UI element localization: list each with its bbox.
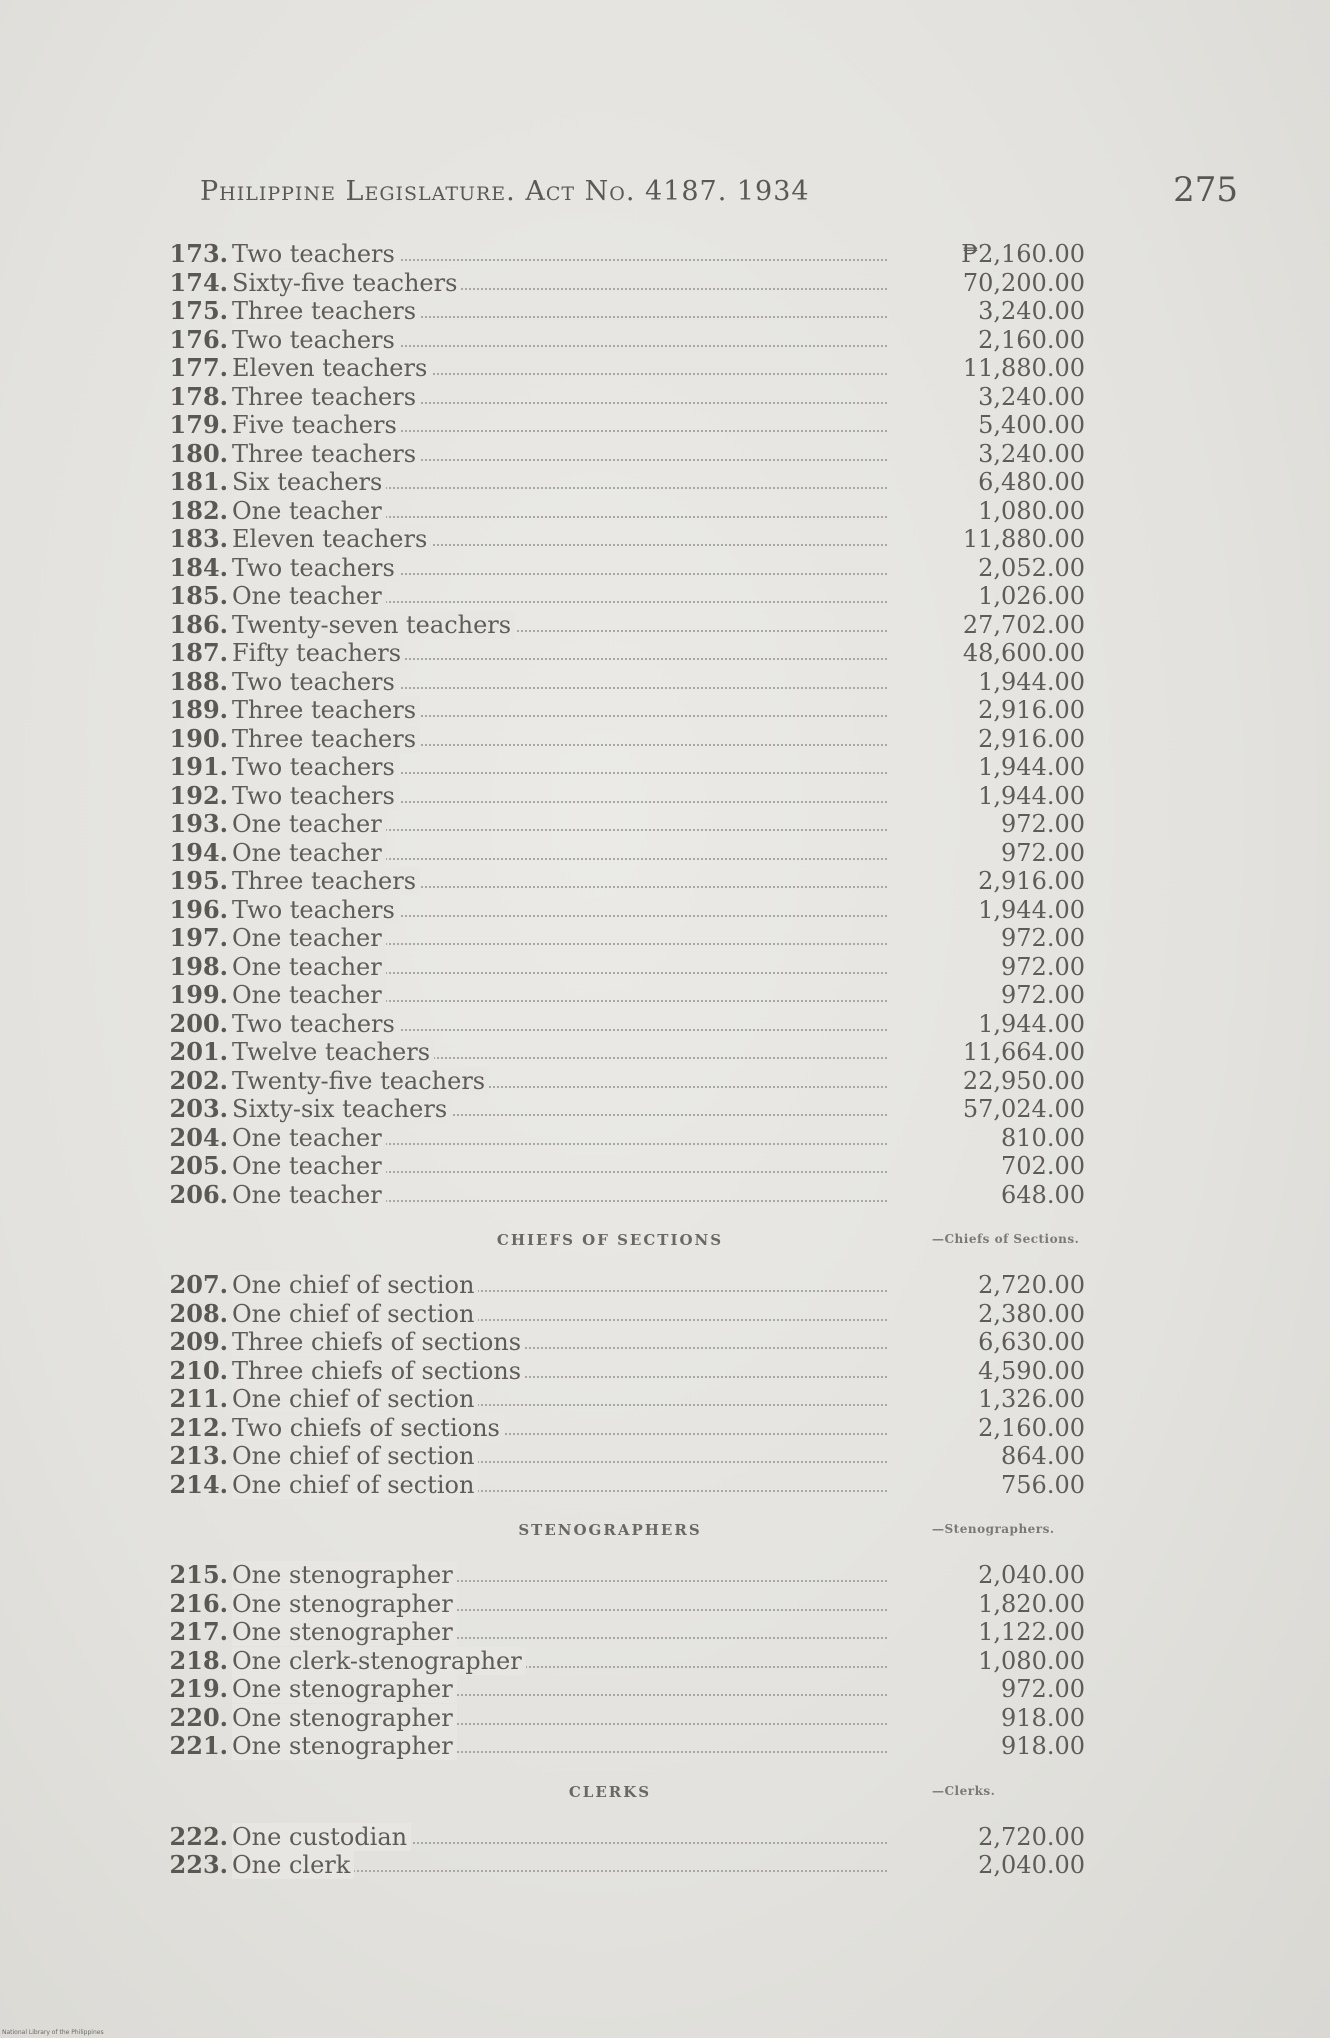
marginal-note: —Clerks. bbox=[932, 1783, 996, 1798]
item-amount: ₱2,160.00 bbox=[961, 240, 1085, 268]
item-description bbox=[232, 1471, 478, 1499]
item-description-text: Sixty-five teachers bbox=[232, 269, 461, 297]
item-description bbox=[232, 1442, 478, 1470]
item-number: 216. bbox=[169, 1589, 228, 1618]
item-description-text: One teacher bbox=[232, 1152, 386, 1180]
item-amount: 972.00 bbox=[1001, 1675, 1085, 1703]
item-amount: 3,240.00 bbox=[978, 383, 1085, 411]
item-description-text: Three teachers bbox=[232, 696, 420, 724]
footer-note: National Library of the Philippines bbox=[2, 2029, 104, 2036]
item-description bbox=[232, 582, 386, 610]
item-number: 186. bbox=[169, 610, 228, 639]
appropriation-row bbox=[160, 1327, 1085, 1356]
item-description-text: One teacher bbox=[232, 953, 386, 981]
item-amount: 11,664.00 bbox=[962, 1038, 1085, 1066]
appropriation-row bbox=[160, 980, 1085, 1009]
item-description-text: One teacher bbox=[232, 810, 386, 838]
item-number: 205. bbox=[169, 1151, 228, 1180]
appropriation-row bbox=[160, 1270, 1085, 1299]
appropriation-row bbox=[160, 923, 1085, 952]
item-amount: 2,052.00 bbox=[978, 554, 1085, 582]
item-number: 181. bbox=[169, 467, 228, 496]
item-amount: 1,944.00 bbox=[978, 753, 1085, 781]
appropriation-row bbox=[160, 1037, 1085, 1066]
item-amount: 57,024.00 bbox=[962, 1095, 1085, 1123]
appropriation-row bbox=[160, 467, 1085, 496]
item-description bbox=[232, 411, 401, 439]
item-number: 207. bbox=[169, 1270, 228, 1299]
item-amount: 756.00 bbox=[1001, 1471, 1085, 1499]
item-number: 185. bbox=[169, 581, 228, 610]
item-description bbox=[232, 554, 399, 582]
item-amount: 3,240.00 bbox=[978, 297, 1085, 325]
item-amount: 972.00 bbox=[1001, 810, 1085, 838]
appropriation-row bbox=[160, 1850, 1085, 1879]
item-description bbox=[232, 1357, 525, 1385]
item-description-text: Two teachers bbox=[232, 240, 399, 268]
item-description bbox=[232, 1038, 434, 1066]
item-amount: 5,400.00 bbox=[978, 411, 1085, 439]
item-number: 197. bbox=[169, 923, 228, 952]
appropriation-row bbox=[160, 581, 1085, 610]
item-description bbox=[232, 611, 515, 639]
item-description bbox=[232, 839, 386, 867]
item-description-text: One clerk bbox=[232, 1851, 354, 1879]
item-number: 202. bbox=[169, 1066, 228, 1095]
item-description-text: Two teachers bbox=[232, 326, 399, 354]
item-description-text: Three chiefs of sections bbox=[232, 1328, 525, 1356]
item-description bbox=[232, 1561, 457, 1589]
item-description-text: One teacher bbox=[232, 497, 386, 525]
item-amount: 810.00 bbox=[1001, 1124, 1085, 1152]
item-number: 183. bbox=[169, 524, 228, 553]
appropriation-row bbox=[160, 1123, 1085, 1152]
item-amount: 1,326.00 bbox=[978, 1385, 1085, 1413]
item-description bbox=[232, 1271, 478, 1299]
item-amount: 70,200.00 bbox=[962, 269, 1085, 297]
appropriation-row bbox=[160, 1703, 1085, 1732]
page-number: 275 bbox=[1173, 170, 1238, 210]
item-number: 223. bbox=[169, 1850, 228, 1879]
item-description bbox=[232, 1181, 386, 1209]
item-description-text: One chief of section bbox=[232, 1471, 478, 1499]
item-amount: 1,944.00 bbox=[978, 896, 1085, 924]
item-amount: 864.00 bbox=[1001, 1442, 1085, 1470]
appropriation-row bbox=[160, 895, 1085, 924]
item-description-text: Six teachers bbox=[232, 468, 386, 496]
appropriation-row bbox=[160, 1617, 1085, 1646]
item-description-text: Three teachers bbox=[232, 867, 420, 895]
item-description-text: Two teachers bbox=[232, 753, 399, 781]
item-description-text: Twelve teachers bbox=[232, 1038, 434, 1066]
item-amount: 11,880.00 bbox=[962, 525, 1085, 553]
appropriation-row bbox=[160, 353, 1085, 382]
appropriation-row bbox=[160, 1589, 1085, 1618]
item-description bbox=[232, 953, 386, 981]
item-description-text: Two chiefs of sections bbox=[232, 1414, 504, 1442]
item-number: 187. bbox=[169, 638, 228, 667]
item-number: 188. bbox=[169, 667, 228, 696]
item-description bbox=[232, 354, 431, 382]
item-amount: 48,600.00 bbox=[962, 639, 1085, 667]
item-description-text: One clerk-stenographer bbox=[232, 1647, 526, 1675]
item-number: 194. bbox=[169, 838, 228, 867]
item-amount: 918.00 bbox=[1001, 1704, 1085, 1732]
item-amount: 2,916.00 bbox=[978, 696, 1085, 724]
item-description bbox=[232, 1704, 457, 1732]
appropriation-row bbox=[160, 781, 1085, 810]
appropriation-row bbox=[160, 1470, 1085, 1499]
appropriation-row bbox=[160, 1413, 1085, 1442]
appropriation-row bbox=[160, 1441, 1085, 1470]
item-description bbox=[232, 1414, 504, 1442]
item-amount: 2,916.00 bbox=[978, 867, 1085, 895]
item-number: 204. bbox=[169, 1123, 228, 1152]
item-description-text: Three teachers bbox=[232, 725, 420, 753]
item-description bbox=[232, 1010, 399, 1038]
appropriation-row bbox=[160, 1151, 1085, 1180]
item-amount: 11,880.00 bbox=[962, 354, 1085, 382]
item-description bbox=[232, 1590, 457, 1618]
item-description bbox=[232, 468, 386, 496]
item-amount: 6,480.00 bbox=[978, 468, 1085, 496]
item-number: 184. bbox=[169, 553, 228, 582]
item-description-text: One chief of section bbox=[232, 1442, 478, 1470]
item-description bbox=[232, 782, 399, 810]
appropriation-row bbox=[160, 952, 1085, 981]
item-number: 220. bbox=[169, 1703, 228, 1732]
item-amount: 1,944.00 bbox=[978, 782, 1085, 810]
appropriation-row bbox=[160, 439, 1085, 468]
item-description-text: Fifty teachers bbox=[232, 639, 405, 667]
appropriation-row bbox=[160, 382, 1085, 411]
section-heading: CLERKS bbox=[568, 1782, 652, 1801]
item-description bbox=[232, 1385, 478, 1413]
item-number: 219. bbox=[169, 1674, 228, 1703]
item-number: 189. bbox=[169, 695, 228, 724]
item-number: 177. bbox=[169, 353, 228, 382]
item-description-text: One stenographer bbox=[232, 1732, 457, 1760]
appropriation-row bbox=[160, 866, 1085, 895]
item-number: 182. bbox=[169, 496, 228, 525]
appropriation-row bbox=[160, 1356, 1085, 1385]
appropriation-row bbox=[160, 638, 1085, 667]
appropriation-row bbox=[160, 1560, 1085, 1589]
item-description-text: Two teachers bbox=[232, 668, 399, 696]
item-description bbox=[232, 896, 399, 924]
item-description bbox=[232, 1124, 386, 1152]
appropriation-row bbox=[160, 838, 1085, 867]
item-description-text: One chief of section bbox=[232, 1300, 478, 1328]
item-amount: 972.00 bbox=[1001, 924, 1085, 952]
item-description-text: One stenographer bbox=[232, 1561, 457, 1589]
item-description-text: One stenographer bbox=[232, 1590, 457, 1618]
appropriation-row bbox=[160, 667, 1085, 696]
item-number: 206. bbox=[169, 1180, 228, 1209]
appropriation-row bbox=[160, 1674, 1085, 1703]
item-description bbox=[232, 981, 386, 1009]
item-description-text: Two teachers bbox=[232, 896, 399, 924]
item-description-text: One teacher bbox=[232, 582, 386, 610]
appropriation-row bbox=[160, 724, 1085, 753]
appropriation-row bbox=[160, 752, 1085, 781]
appropriation-row bbox=[160, 1094, 1085, 1123]
item-amount: 3,240.00 bbox=[978, 440, 1085, 468]
item-description bbox=[232, 1618, 457, 1646]
item-description bbox=[232, 753, 399, 781]
item-amount: 2,916.00 bbox=[978, 725, 1085, 753]
marginal-note: —Stenographers. bbox=[932, 1522, 1055, 1536]
item-description-text: Eleven teachers bbox=[232, 354, 431, 382]
running-head bbox=[200, 170, 1238, 216]
item-description-text: Sixty-six teachers bbox=[232, 1095, 451, 1123]
item-description bbox=[232, 1067, 489, 1095]
item-number: 198. bbox=[169, 952, 228, 981]
item-number: 195. bbox=[169, 866, 228, 895]
appropriation-row bbox=[160, 496, 1085, 525]
item-number: 211. bbox=[169, 1384, 228, 1413]
item-description-text: One teacher bbox=[232, 981, 386, 1009]
item-number: 203. bbox=[169, 1094, 228, 1123]
item-amount: 2,040.00 bbox=[978, 1851, 1085, 1879]
item-amount: 702.00 bbox=[1001, 1152, 1085, 1180]
item-amount: 1,820.00 bbox=[978, 1590, 1085, 1618]
item-description bbox=[232, 668, 399, 696]
appropriation-row bbox=[160, 239, 1085, 268]
item-description bbox=[232, 1152, 386, 1180]
item-number: 192. bbox=[169, 781, 228, 810]
item-amount: 972.00 bbox=[1001, 981, 1085, 1009]
item-number: 196. bbox=[169, 895, 228, 924]
marginal-note: —Chiefs of Sections. bbox=[932, 1232, 1080, 1246]
item-description bbox=[232, 1328, 525, 1356]
item-description-text: Twenty-five teachers bbox=[232, 1067, 489, 1095]
item-description-text: One teacher bbox=[232, 924, 386, 952]
item-amount: 1,944.00 bbox=[978, 668, 1085, 696]
item-description bbox=[232, 696, 420, 724]
item-number: 193. bbox=[169, 809, 228, 838]
appropriation-row bbox=[160, 325, 1085, 354]
item-amount: 1,026.00 bbox=[978, 582, 1085, 610]
item-description-text: Three teachers bbox=[232, 440, 420, 468]
appropriation-row bbox=[160, 268, 1085, 297]
item-description bbox=[232, 240, 399, 268]
item-amount: 2,040.00 bbox=[978, 1561, 1085, 1589]
appropriation-row bbox=[160, 610, 1085, 639]
item-description bbox=[232, 297, 420, 325]
item-amount: 918.00 bbox=[1001, 1732, 1085, 1760]
item-number: 179. bbox=[169, 410, 228, 439]
item-number: 209. bbox=[169, 1327, 228, 1356]
item-amount: 2,160.00 bbox=[978, 1414, 1085, 1442]
item-description-text: One stenographer bbox=[232, 1618, 457, 1646]
appropriation-row bbox=[160, 809, 1085, 838]
appropriation-row bbox=[160, 1180, 1085, 1209]
item-number: 200. bbox=[169, 1009, 228, 1038]
running-title: Philippine Legislature. Act No. 4187. 1934 bbox=[200, 176, 810, 207]
item-number: 212. bbox=[169, 1413, 228, 1442]
item-description-text: One chief of section bbox=[232, 1385, 478, 1413]
item-number: 222. bbox=[169, 1822, 228, 1851]
item-number: 178. bbox=[169, 382, 228, 411]
item-description bbox=[232, 1675, 457, 1703]
item-description-text: One custodian bbox=[232, 1823, 411, 1851]
item-amount: 6,630.00 bbox=[978, 1328, 1085, 1356]
item-number: 221. bbox=[169, 1731, 228, 1760]
item-number: 213. bbox=[169, 1441, 228, 1470]
appropriation-row bbox=[160, 410, 1085, 439]
item-amount: 2,160.00 bbox=[978, 326, 1085, 354]
item-description-text: Twenty-seven teachers bbox=[232, 611, 515, 639]
item-amount: 1,080.00 bbox=[978, 497, 1085, 525]
appropriation-row bbox=[160, 1299, 1085, 1328]
item-amount: 4,590.00 bbox=[978, 1357, 1085, 1385]
item-number: 214. bbox=[169, 1470, 228, 1499]
item-amount: 1,122.00 bbox=[978, 1618, 1085, 1646]
item-amount: 972.00 bbox=[1001, 839, 1085, 867]
item-amount: 2,720.00 bbox=[978, 1823, 1085, 1851]
appropriation-row bbox=[160, 553, 1085, 582]
item-description bbox=[232, 269, 461, 297]
item-description-text: Two teachers bbox=[232, 554, 399, 582]
item-description-text: Three chiefs of sections bbox=[232, 1357, 525, 1385]
appropriation-row bbox=[160, 1731, 1085, 1760]
item-number: 218. bbox=[169, 1646, 228, 1675]
item-description bbox=[232, 326, 399, 354]
item-description bbox=[232, 1095, 451, 1123]
item-amount: 2,720.00 bbox=[978, 1271, 1085, 1299]
item-description bbox=[232, 1823, 411, 1851]
appropriation-row bbox=[160, 1822, 1085, 1851]
section-heading: CHIEFS OF SECTIONS bbox=[496, 1231, 724, 1249]
item-description bbox=[232, 924, 386, 952]
item-description bbox=[232, 1300, 478, 1328]
item-number: 208. bbox=[169, 1299, 228, 1328]
item-number: 174. bbox=[169, 268, 228, 297]
item-description-text: One teacher bbox=[232, 1181, 386, 1209]
item-description-text: One stenographer bbox=[232, 1675, 457, 1703]
item-number: 201. bbox=[169, 1037, 228, 1066]
item-number: 215. bbox=[169, 1560, 228, 1589]
item-description-text: Two teachers bbox=[232, 782, 399, 810]
item-description bbox=[232, 725, 420, 753]
item-description-text: One chief of section bbox=[232, 1271, 478, 1299]
appropriation-row bbox=[160, 1066, 1085, 1095]
item-number: 175. bbox=[169, 296, 228, 325]
item-amount: 2,380.00 bbox=[978, 1300, 1085, 1328]
item-description bbox=[232, 1647, 526, 1675]
appropriation-row bbox=[160, 296, 1085, 325]
item-description bbox=[232, 639, 405, 667]
item-description bbox=[232, 383, 420, 411]
section-heading: STENOGRAPHERS bbox=[518, 1521, 702, 1539]
item-description bbox=[232, 867, 420, 895]
item-amount: 27,702.00 bbox=[962, 611, 1085, 639]
appropriation-row bbox=[160, 1384, 1085, 1413]
appropriation-row bbox=[160, 1646, 1085, 1675]
item-description bbox=[232, 440, 420, 468]
item-amount: 972.00 bbox=[1001, 953, 1085, 981]
item-description-text: Three teachers bbox=[232, 383, 420, 411]
item-description-text: Two teachers bbox=[232, 1010, 399, 1038]
item-number: 217. bbox=[169, 1617, 228, 1646]
item-amount: 648.00 bbox=[1001, 1181, 1085, 1209]
item-number: 190. bbox=[169, 724, 228, 753]
item-number: 176. bbox=[169, 325, 228, 354]
item-description-text: Eleven teachers bbox=[232, 525, 431, 553]
item-description-text: Three teachers bbox=[232, 297, 420, 325]
item-amount: 22,950.00 bbox=[962, 1067, 1085, 1095]
item-description bbox=[232, 1851, 354, 1879]
item-description-text: One stenographer bbox=[232, 1704, 457, 1732]
item-description bbox=[232, 525, 431, 553]
item-amount: 1,944.00 bbox=[978, 1010, 1085, 1038]
item-amount: 1,080.00 bbox=[978, 1647, 1085, 1675]
item-description-text: One teacher bbox=[232, 839, 386, 867]
item-number: 173. bbox=[169, 239, 228, 268]
item-number: 210. bbox=[169, 1356, 228, 1385]
appropriation-row bbox=[160, 1009, 1085, 1038]
item-number: 180. bbox=[169, 439, 228, 468]
item-number: 191. bbox=[169, 752, 228, 781]
appropriation-row bbox=[160, 695, 1085, 724]
item-number: 199. bbox=[169, 980, 228, 1009]
item-description-text: One teacher bbox=[232, 1124, 386, 1152]
item-description bbox=[232, 497, 386, 525]
item-description-text: Five teachers bbox=[232, 411, 401, 439]
item-description bbox=[232, 1732, 457, 1760]
item-description bbox=[232, 810, 386, 838]
appropriation-row bbox=[160, 524, 1085, 553]
